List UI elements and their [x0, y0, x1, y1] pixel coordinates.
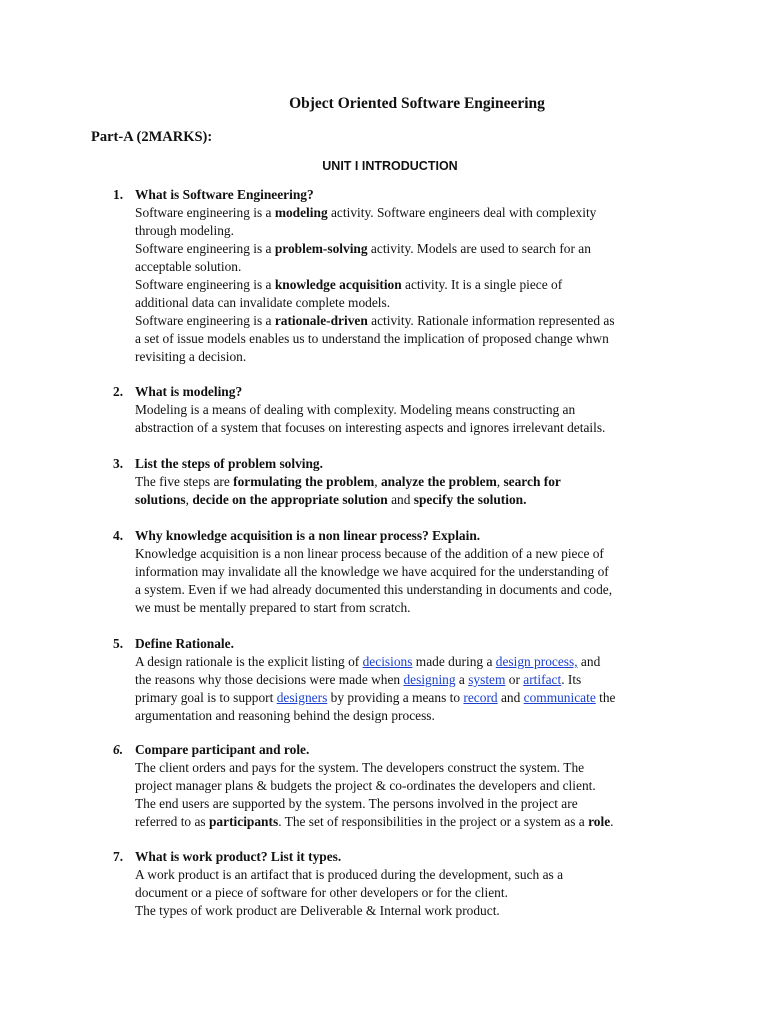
answer-line: acceptable solution. — [135, 259, 242, 274]
answer — [135, 204, 693, 366]
link-design-process[interactable]: design process, — [495, 654, 578, 669]
answer-line: information may invalidate all the knowledge we have acquired for the understanding of — [135, 564, 609, 579]
answer-line: Software engineering is a modeling activity. Software engineers deal with complexity — [135, 205, 597, 220]
answer-line: argumentation and reasoning behind the design process. — [135, 708, 435, 723]
answer-line: Knowledge acquisition is a non linear process because of the addition of a new piece of — [135, 546, 604, 561]
answer-line: the reasons why those decisions were made when designing a system or artifact. Its — [135, 672, 582, 687]
question-text: What is Software Engineering? — [135, 187, 314, 202]
answer-line: A design rationale is the explicit listing of decisions made during a design process, and — [135, 654, 601, 669]
document-title: Object Oriented Software Engineering — [289, 95, 545, 112]
answer — [135, 866, 693, 920]
answer-line: Modeling is a means of dealing with complexity. Modeling means constructing an — [135, 402, 576, 417]
question-number: 3. — [113, 456, 124, 471]
question-text: What is work product? List it types. — [135, 849, 342, 864]
question-4 — [113, 527, 693, 617]
link-artifact[interactable]: artifact — [523, 672, 562, 687]
answer-line: revisiting a decision. — [135, 349, 247, 364]
answer-line: a system. Even if we had already documented this understanding in documents and code, — [135, 582, 613, 597]
question-text: Define Rationale. — [135, 636, 234, 651]
question-text: Compare participant and role. — [135, 742, 310, 757]
answer-line: The five steps are formulating the problem, analyze the problem, search for — [135, 474, 561, 489]
answer — [135, 401, 693, 437]
question-3 — [113, 455, 693, 509]
question-text: List the steps of problem solving. — [135, 456, 323, 471]
link-communicate[interactable]: communicate — [523, 690, 596, 705]
answer-line: solutions, decide on the appropriate solution and specify the solution. — [135, 492, 527, 507]
answer-line: primary goal is to support designers by providing a means to record and communicate the — [135, 690, 616, 705]
answer-line: abstraction of a system that focuses on interesting aspects and ignores irrelevant details. — [135, 420, 606, 435]
link-record[interactable]: record — [463, 690, 498, 705]
link-designing[interactable]: designing — [403, 672, 456, 687]
answer-line: The client orders and pays for the system. The developers construct the system. The — [135, 760, 585, 775]
part-heading: Part-A (2MARKS): — [91, 129, 213, 145]
answer-line: Software engineering is a knowledge acquisition activity. It is a single piece of — [135, 277, 563, 292]
answer — [135, 545, 693, 617]
answer-line: Software engineering is a problem-solving activity. Models are used to search for an — [135, 241, 591, 256]
answer — [135, 473, 693, 509]
answer-line: A work product is an artifact that is produced during the development, such as a — [135, 867, 564, 882]
question-number: 2. — [113, 384, 124, 399]
answer-line: a set of issue models enables us to understand the implication of proposed change whwn — [135, 331, 609, 346]
question-1 — [113, 186, 693, 366]
answer-line: The end users are supported by the system. The persons involved in the project are — [135, 796, 578, 811]
question-7 — [113, 848, 693, 920]
answer-line: referred to as participants. The set of responsibilities in the project or a system as a role. — [135, 814, 614, 829]
question-5 — [113, 635, 693, 725]
question-number: 7. — [113, 849, 124, 864]
answer-line: document or a piece of software for other developers or for the client. — [135, 885, 508, 900]
answer — [135, 759, 693, 831]
answer-line: through modeling. — [135, 223, 234, 238]
question-2 — [113, 383, 693, 437]
question-number: 1. — [113, 187, 124, 202]
link-system[interactable]: system — [468, 672, 506, 687]
answer-line: additional data can invalidate complete models. — [135, 295, 391, 310]
unit-heading: UNIT I INTRODUCTION — [322, 159, 458, 173]
question-6 — [113, 741, 693, 831]
question-number: 4. — [113, 528, 124, 543]
answer-line: we must be mentally prepared to start from scratch. — [135, 600, 411, 615]
answer-line: The types of work product are Deliverable & Internal work product. — [135, 903, 500, 918]
answer-line: Software engineering is a rationale-driven activity. Rationale information represented as — [135, 313, 615, 328]
question-number: 5. — [113, 636, 124, 651]
answer — [135, 653, 693, 725]
link-designers[interactable]: designers — [276, 690, 328, 705]
answer-line: project manager plans & budgets the project & co-ordinates the developers and client. — [135, 778, 596, 793]
question-text: Why knowledge acquisition is a non linear process? Explain. — [135, 528, 481, 543]
link-decisions[interactable]: decisions — [362, 654, 413, 669]
question-text: What is modeling? — [135, 384, 243, 399]
question-number: 6. — [113, 742, 124, 757]
